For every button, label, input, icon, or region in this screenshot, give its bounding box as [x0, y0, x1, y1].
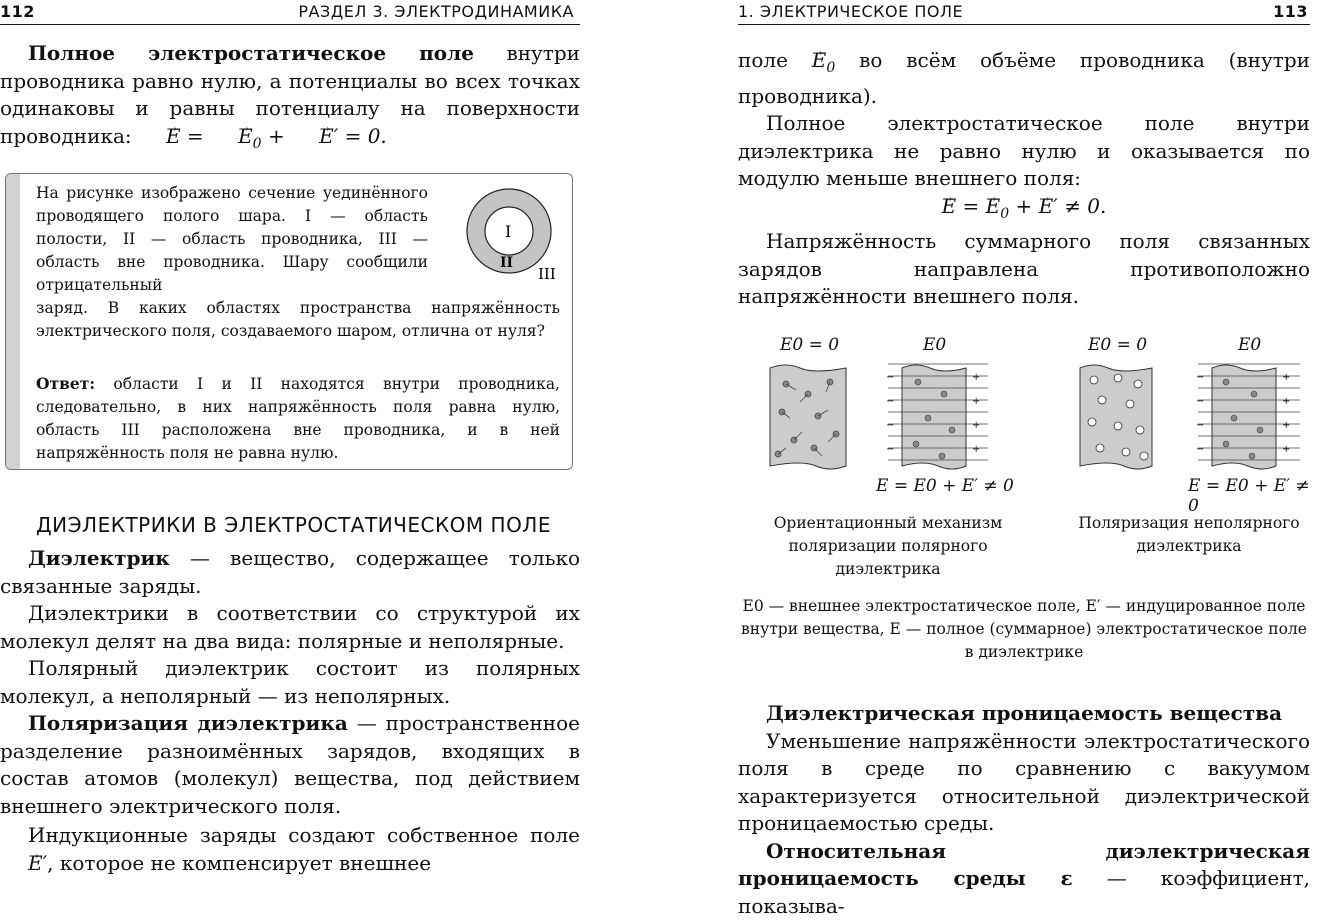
polarization-figure: [738, 356, 1310, 496]
continuation-a: поле: [738, 48, 812, 72]
dielectric-text: Диэлектрик — вещество, содержащее только связанные заряды. Диэлектрики в соответствии со структурой их молекул делят на два вида: полярные и неполярные. Полярный диэлектрик состоит из полярных молекул, а неполярный — из неполярных. Поляризация диэлектрика — пространственное разделение разноимённых зарядов, входящих в состав атомов (молекул) вещества, под действием внешнего электрического поля. Индукционные заряды создают собственное поле → E′, которое не компенсирует внешнее: [0, 545, 580, 877]
formula-dielectric: → E = → $E_0$ + → E′ ≠ 0.: [738, 193, 1310, 229]
paragraph-induced-b: , которое не компенсирует внешнее: [47, 850, 432, 875]
svg-text:−: −: [1196, 396, 1205, 407]
right-page: [738, 0, 1310, 918]
term-polarization: Поляризация диэлектрика: [28, 711, 348, 735]
paragraph-text: — вещество, содержащее только связанные заряды.: [0, 546, 580, 598]
svg-text:+: +: [972, 420, 981, 431]
svg-text:−: −: [886, 420, 895, 431]
svg-text:+: +: [972, 372, 981, 383]
svg-text:+: +: [1282, 420, 1291, 431]
fig-label-e0-zero-2: E0 = 0: [1088, 335, 1148, 355]
box-accent-bar: [6, 174, 20, 469]
formula-conductor-render: → E = → $E_0$ + → E′ = 0.: [138, 124, 387, 148]
slab-polar-nofield: [770, 365, 846, 469]
paragraph-bound-charges: Напряжённость суммарного поля связанных зарядов направлена противоположно напряжённости внешнего поля.: [738, 229, 1310, 308]
paragraph-types: Диэлектрики в соответствии со структурой их молекул делят на два вида: полярные и неполярные.: [0, 601, 580, 653]
page-number: 112: [0, 2, 35, 21]
figure-legend: E0 — внешнее электростатическое поле, E′ — индуцированное поле внутри вещества, E — полное (суммарное) электростатическое поле в диэлектрике: [741, 597, 1307, 661]
box-answer: [36, 372, 560, 465]
fig-label-e0-zero-1: E0 = 0: [780, 335, 840, 355]
region-III-label: III: [538, 265, 556, 283]
paragraph-polar: Полярный диэлектрик состоит из полярных молекул, а неполярный — из неполярных.: [0, 656, 580, 708]
slab-polar-field: [886, 364, 988, 469]
region-I-label: I: [505, 222, 512, 241]
fig-label-sum-1: E = E0 + E′ ≠ 0: [876, 476, 1014, 496]
paragraph-text: внутри проводника равно нулю, а потенциалы во всех точках одинаковы и равны потенциалу на поверхности проводника:: [0, 41, 580, 148]
left-page: [0, 0, 580, 904]
right-text-top: поле → $E_0$ во всём объёме проводника (внутри проводника). Полное электростатическое поле внутри диэлектрика не равно нулю и оказывается по модулю меньше внешнего поля: → E = → $E_0$ + → E′ ≠ 0. Напряжённость суммарного поля связанных зарядов направлена противоположно напряжённости внешнего поля.: [738, 47, 1310, 311]
svg-text:−: −: [1196, 420, 1205, 431]
paragraph-permittivity: Уменьшение напряжённости электростатического поля в среде по сравнению с вакуумом характеризуется относительной диэлектрической проницаемостью среды.: [738, 728, 1310, 835]
page-header: [0, 0, 580, 25]
paragraph-text: — коэффициент, показыва-: [738, 866, 1310, 918]
fig-label-sum-2: E = E0 + E′ ≠ 0: [1188, 476, 1310, 516]
svg-text:+: +: [972, 396, 981, 407]
running-title: 1. ЭЛЕКТРИЧЕСКОЕ ПОЛЕ: [738, 2, 964, 21]
term-permittivity: Относительная диэлектрическая проницаемость среды ε: [738, 838, 1310, 890]
box-question-part1: На рисунке изображено сечение уединённого проводящего полого шара. I — область полости, II — область проводника, III — область вне проводника. Шару сообщили отрицательный: [36, 184, 428, 294]
running-title: РАЗДЕЛ 3. ЭЛЕКТРОДИНАМИКА: [298, 2, 574, 21]
svg-text:−: −: [1196, 444, 1205, 455]
answer-text: области I и II находятся внутри проводника, следовательно, в них напряжённость поля равна нулю, область III расположена вне проводника, и в ней напряжённость поля не равна нулю.: [36, 375, 560, 462]
page-number: 113: [1273, 2, 1308, 21]
hollow-sphere-diagram: [461, 179, 571, 289]
svg-text:−: −: [886, 396, 895, 407]
answer-label: Ответ:: [36, 374, 96, 393]
paragraph-dielectric-field: Полное электростатическое поле внутри диэлектрика не равно нулю и оказывается по модулю меньше внешнего поля:: [738, 111, 1310, 190]
fig-label-e0-1: E0: [923, 335, 947, 355]
paragraph-conductor-field: [0, 40, 580, 158]
page-header: [738, 0, 1310, 25]
paragraph-induced-a: Индукционные заряды создают собственное поле: [28, 823, 580, 847]
example-box: [5, 173, 573, 470]
term-dielectric: Диэлектрик: [28, 546, 170, 570]
paragraph-text: — пространственное разделение разноимённых зарядов, входящих в состав атомов (молекул) вещества, под действием внешнего электрического поля.: [0, 711, 581, 818]
section-title: ДИЭЛЕКТРИКИ В ЭЛЕКТРОСТАТИЧЕСКОМ ПОЛЕ: [36, 513, 551, 537]
caption-nonpolar: Поляризация неполярного диэлектрика: [1078, 514, 1300, 555]
term-full-field: Полное электростатическое поле: [28, 41, 474, 65]
svg-text:−: −: [886, 372, 895, 383]
fig-label-e0-2: E0: [1238, 335, 1262, 355]
svg-text:+: +: [1282, 372, 1291, 383]
svg-text:+: +: [1282, 444, 1291, 455]
svg-text:−: −: [886, 444, 895, 455]
slab-nonpolar-field: [1196, 364, 1300, 469]
continuation-b: во всём объёме проводника (внутри проводника).: [738, 48, 1310, 108]
svg-text:−: −: [1196, 372, 1205, 383]
region-II-label: II: [500, 255, 514, 271]
caption-polar: Ориентационный механизм поляризации полярного диэлектрика: [773, 514, 1003, 578]
slab-nonpolar-nofield: [1080, 365, 1152, 469]
box-question-part2: заряд. В каких областях пространства напряжённость электрического поля, создаваемого шаром, отлична от нуля?: [36, 299, 560, 340]
right-text-bottom: [738, 700, 1310, 920]
subheading-permittivity: Диэлектрическая проницаемость вещества: [765, 701, 1283, 725]
svg-text:+: +: [972, 444, 981, 455]
svg-text:+: +: [1282, 396, 1291, 407]
